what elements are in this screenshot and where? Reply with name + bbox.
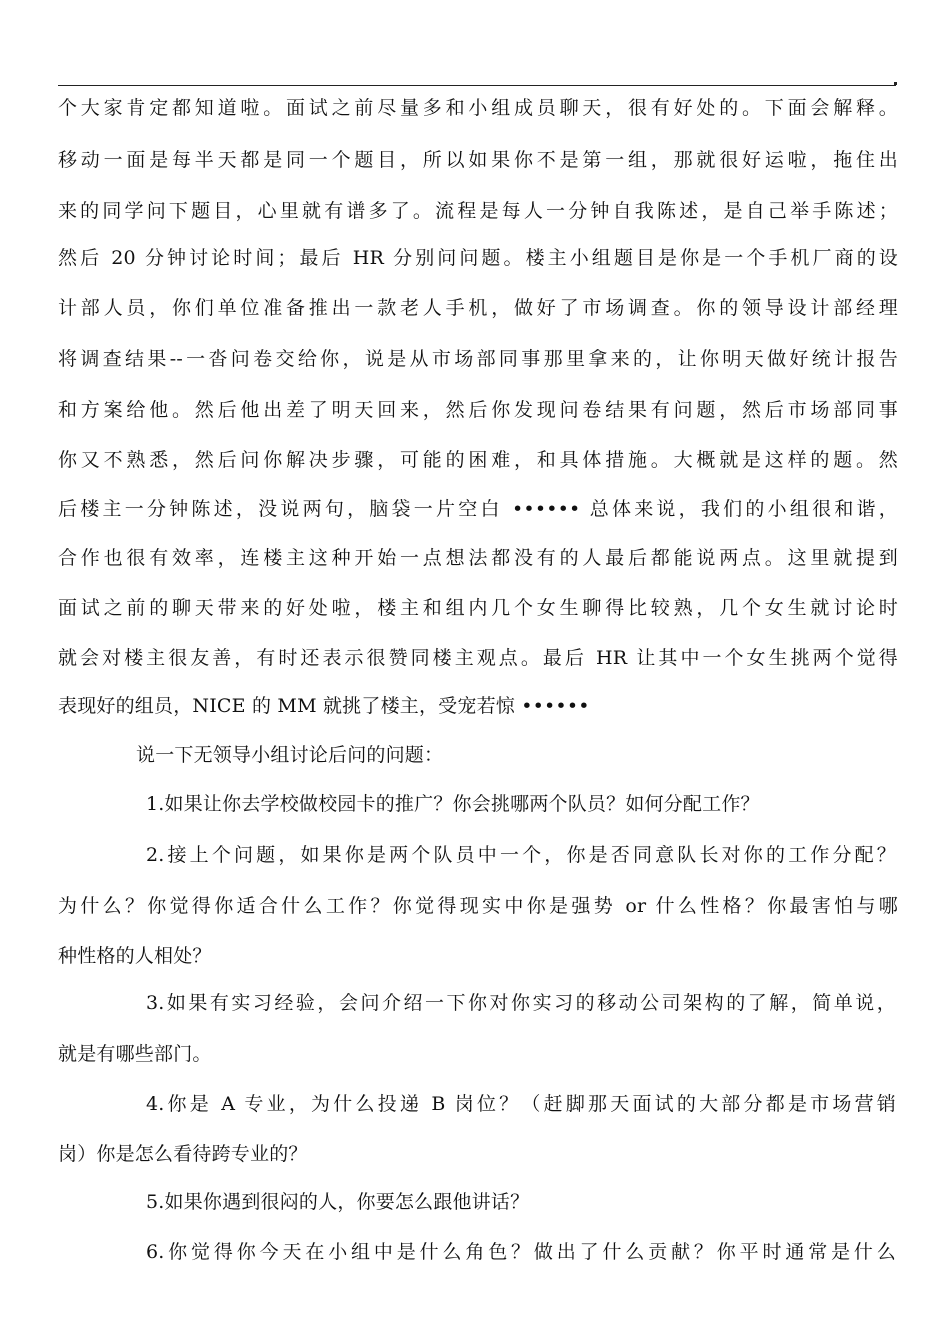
question-2-continued: 为什么？你觉得你适合什么工作？你觉得现实中你是强势 or 什么性格？你最害怕与哪	[58, 895, 898, 917]
body-line: 就会对楼主很友善，有时还表示很赞同楼主观点。最后 HR 让其中一个女生挑两个觉得	[58, 647, 898, 669]
body-line: 你又不熟悉，然后问你解决步骤，可能的困难，和具体措施。大概就是这样的题。然	[58, 449, 898, 471]
body-line: 表现好的组员，NICE 的 MM 就挑了楼主，受宠若惊 ••••••	[58, 695, 590, 717]
body-line: 个大家肯定都知道啦。面试之前尽量多和小组成员聊天，很有好处的。下面会解释。	[58, 97, 898, 119]
body-line: 然后 20 分钟讨论时间；最后 HR 分别问问题。楼主小组题目是你是一个手机厂商的设	[58, 247, 898, 269]
question-5: 5.如果你遇到很闷的人，你要怎么跟他讲话？	[146, 1191, 530, 1213]
body-line: 合作也很有效率，连楼主这种开始一点想法都没有的人最后都能说两点。这里就提到	[58, 547, 898, 569]
question-6: 6.你觉得你今天在小组中是什么角色？做出了什么贡献？你平时通常是什么	[146, 1241, 896, 1263]
question-1: 1.如果让你去学校做校园卡的推广？你会挑哪两个队员？如何分配工作？	[146, 793, 760, 815]
body-line: 将调查结果--一沓问卷交给你，说是从市场部同事那里拿来的，让你明天做好统计报告	[58, 348, 898, 370]
body-line: 后楼主一分钟陈述，没说两句，脑袋一片空白 •••••• 总体来说，我们的小组很和谐，	[58, 498, 898, 520]
body-line: 移动一面是每半天都是同一个题目，所以如果你不是第一组，那就很好运啦，拖住出	[58, 149, 898, 171]
question-4: 4.你是 A 专业，为什么投递 B 岗位？（赶脚那天面试的大部分都是市场营销	[146, 1093, 896, 1115]
body-line: 计部人员，你们单位准备推出一款老人手机，做好了市场调查。你的领导设计部经理	[58, 297, 898, 319]
body-line: 和方案给他。然后他出差了明天回来，然后你发现问卷结果有问题，然后市场部同事	[58, 399, 898, 421]
body-line: 面试之前的聊天带来的好处啦，楼主和组内几个女生聊得比较熟，几个女生就讨论时	[58, 597, 898, 619]
question-3: 3.如果有实习经验，会问介绍一下你对你实习的移动公司架构的了解，简单说，	[146, 992, 896, 1014]
header-rule	[58, 85, 896, 86]
question-4-continued: 岗）你是怎么看待跨专业的？	[58, 1143, 308, 1165]
question-2: 2.接上个问题，如果你是两个队员中一个，你是否同意队长对你的工作分配？	[146, 844, 896, 866]
question-2-continued: 种性格的人相处？	[58, 945, 212, 967]
body-line: 来的同学问下题目，心里就有谱多了。流程是每人一分钟自我陈述，是自己举手陈述；	[58, 200, 898, 222]
header-rule-dot	[894, 82, 897, 85]
section-heading: 说一下无领导小组讨论后问的问题：	[136, 744, 444, 766]
question-3-continued: 就是有哪些部门。	[58, 1043, 212, 1065]
